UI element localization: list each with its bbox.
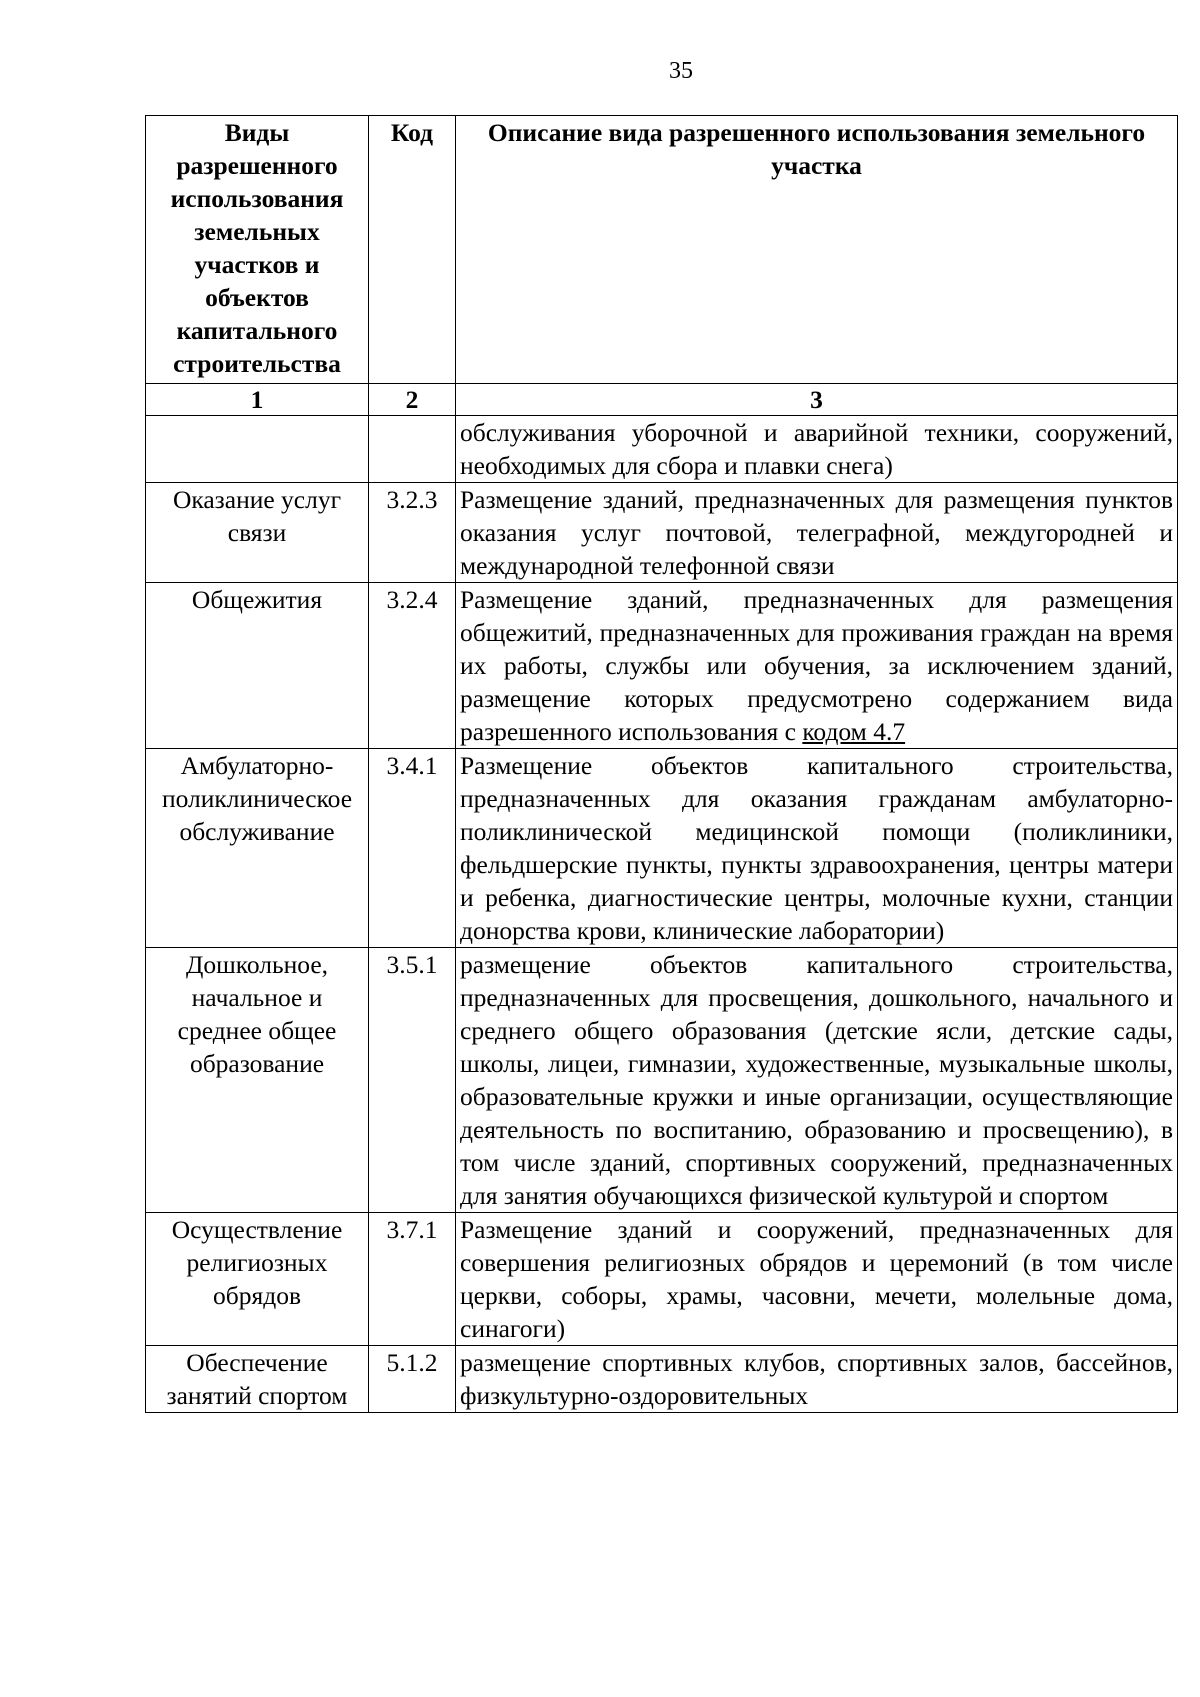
column-number-3: 3 (456, 384, 1178, 416)
cell-description (456, 583, 1178, 749)
cell-description (456, 948, 1178, 1213)
table-row (146, 583, 1178, 749)
cell-code: 3.2.3 (369, 483, 456, 583)
cell-code: 5.1.2 (369, 1346, 456, 1413)
cell-description (456, 416, 1178, 483)
description-text: размещение спортивных клубов, спортивных залов, бассейнов, физкультурно-оздоровительных (460, 1348, 1173, 1410)
description-text: размещение объектов капитального строительства, предназначенных для просвещения, дошкольного, начального и среднего общего образования (детские ясли, детские сады, школы, лицеи, гимназии, художественные, музыкальные школы, образовательные кружки и иные организации, осуществляющие деятельность по воспитанию, образованию и просвещению), в том числе зданий, спортивных сооружений, предназначенных для занятия обучающихся физической культурой и спортом (460, 950, 1173, 1210)
table-row (146, 1346, 1178, 1413)
table-row (146, 1213, 1178, 1346)
table-row (146, 948, 1178, 1213)
description-text: обслуживания уборочной и аварийной техники, сооружений, необходимых для сбора и плавки снега) (460, 418, 1173, 480)
cell-description (456, 749, 1178, 948)
cell-land-use-type: Общежития (146, 583, 369, 749)
column-number-1: 1 (146, 384, 369, 416)
page-number: 35 (669, 58, 693, 84)
cell-land-use-type: Осуществление религиозных обрядов (146, 1213, 369, 1346)
cell-land-use-type (146, 416, 369, 483)
table-row (146, 416, 1178, 483)
column-number-2: 2 (369, 384, 456, 416)
description-text: Размещение зданий, предназначенных для размещения общежитий, предназначенных для проживания граждан на время их работы, службы или обучения, за исключением зданий, размещение которых предусмотрено содержанием вида разрешенного использования с (460, 585, 1173, 746)
table-row (146, 483, 1178, 583)
cell-description (456, 1213, 1178, 1346)
cell-code: 3.2.4 (369, 583, 456, 749)
table-body (146, 416, 1178, 1413)
cell-description (456, 483, 1178, 583)
description-text: Размещение зданий, предназначенных для размещения пунктов оказания услуг почтовой, телеграфной, междугородней и международной телефонной связи (460, 485, 1173, 580)
cell-land-use-type: Амбулаторно-поликлиническое обслуживание (146, 749, 369, 948)
table-row (146, 749, 1178, 948)
land-use-table (145, 115, 1178, 1413)
cell-description (456, 1346, 1178, 1413)
description-text: Размещение зданий и сооружений, предназначенных для совершения религиозных обрядов и церемоний (в том числе церкви, соборы, храмы, часовни, мечети, молельные дома, синагоги) (460, 1215, 1173, 1343)
cell-land-use-type: Дошкольное, начальное и среднее общее образование (146, 948, 369, 1213)
cell-code: 3.7.1 (369, 1213, 456, 1346)
header-land-use-type: Виды разрешенного использования земельных участков и объектов капитального строительства (146, 116, 369, 384)
header-description: Описание вида разрешенного использования земельного участка (456, 116, 1178, 384)
cell-code (369, 416, 456, 483)
cell-land-use-type: Оказание услуг связи (146, 483, 369, 583)
description-text: Размещение объектов капитального строительства, предназначенных для оказания гражданам амбулаторно-поликлинической медицинской помощи (поликлиники, фельдшерские пункты, пункты здравоохранения, центры матери и ребенка, диагностические центры, молочные кухни, станции донорства крови, клинические лаборатории) (460, 751, 1173, 945)
code-reference-link[interactable]: кодом 4.7 (802, 717, 906, 746)
cell-code: 3.4.1 (369, 749, 456, 948)
cell-land-use-type: Обеспечение занятий спортом (146, 1346, 369, 1413)
header-code: Код (369, 116, 456, 384)
cell-code: 3.5.1 (369, 948, 456, 1213)
